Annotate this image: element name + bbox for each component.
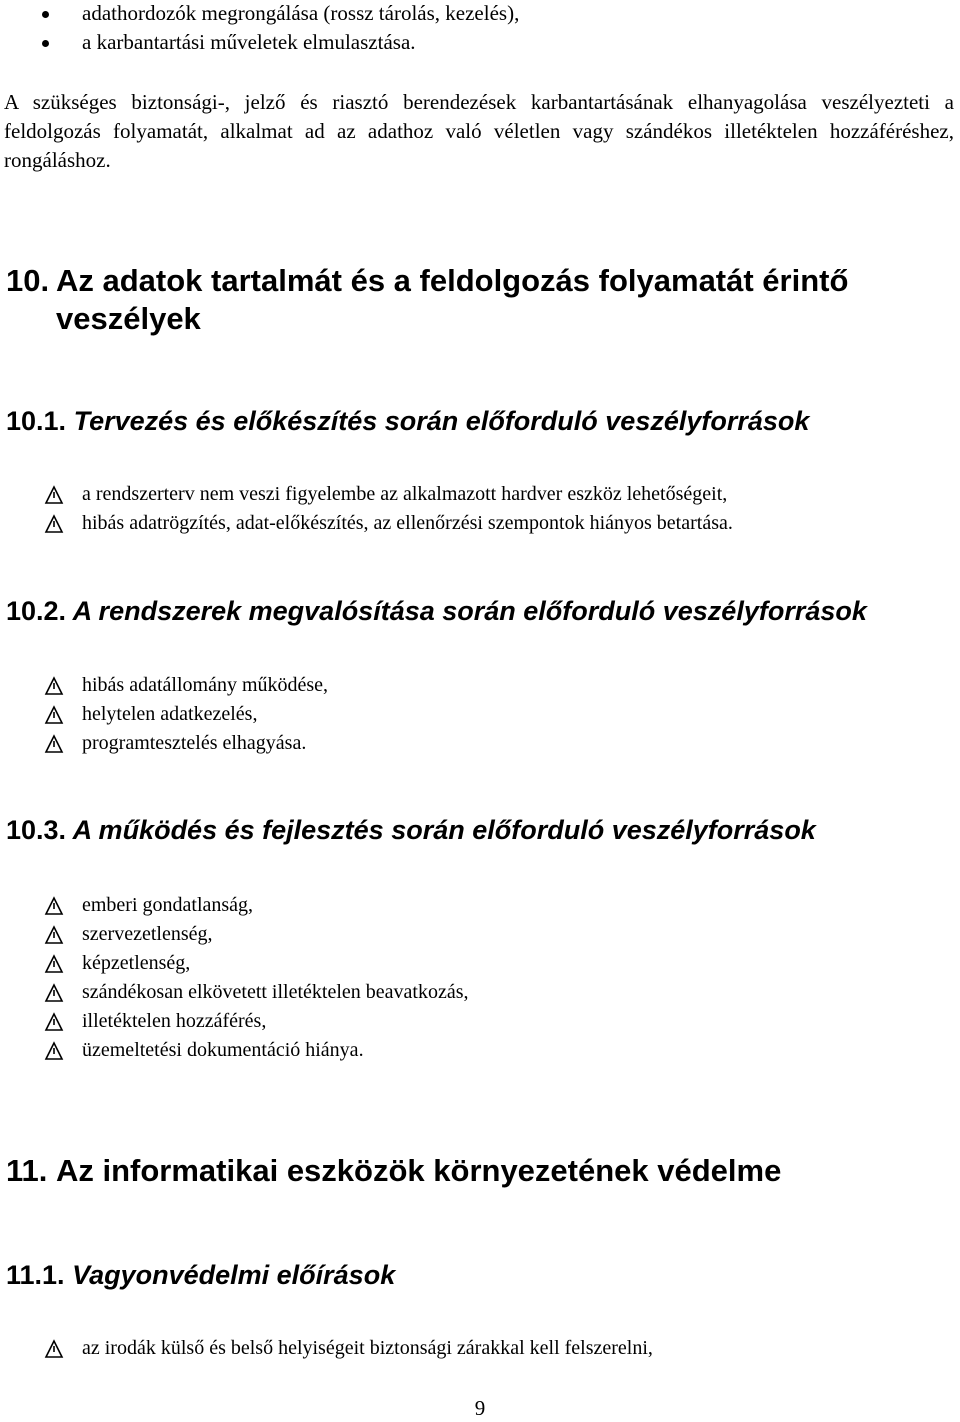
- warning-triangle-icon: [44, 1339, 64, 1359]
- section-10-heading: [6, 262, 848, 338]
- bullet-icon: [42, 11, 49, 18]
- subsection-number: 10.1.: [6, 406, 67, 436]
- section-11-heading: [6, 1152, 781, 1190]
- subsection-10-1-heading: [6, 406, 809, 437]
- intro-paragraph: A szükséges biztonsági-, jelző és riasztó berendezések karbantartásának elhanyagolása veszélyezteti a feldolgozás folyamatát, alkalmat ad az adathoz való véletlen vagy szándékos illetéktelen hozzáféréshez, rongáláshoz.: [4, 90, 954, 172]
- subsection-10-2-heading: [6, 596, 867, 627]
- warning-triangle-icon: [44, 954, 64, 974]
- warning-triangle-icon: [44, 676, 64, 696]
- warning-triangle-icon: [44, 983, 64, 1003]
- subsection-11-1-heading: [6, 1260, 395, 1291]
- section-title-line2: veszélyek: [56, 301, 201, 336]
- warning-triangle-icon: [44, 734, 64, 754]
- bullet-icon: [42, 40, 49, 47]
- subsection-title: A rendszerek megvalósítása során előforduló veszélyforrások: [72, 596, 867, 626]
- subsection-number: 11.1.: [6, 1260, 65, 1290]
- subsection-number: 10.2.: [6, 596, 67, 626]
- subsection-title: Vagyonvédelmi előírások: [72, 1260, 396, 1290]
- warning-triangle-icon: [44, 485, 64, 505]
- section-title: Az informatikai eszközök környezetének védelme: [56, 1153, 782, 1188]
- warning-triangle-icon: [44, 705, 64, 725]
- warning-triangle-icon: [44, 896, 64, 916]
- subsection-title: Tervezés és előkészítés során előforduló veszélyforrások: [73, 406, 810, 436]
- subsection-10-3-heading: [6, 815, 816, 846]
- warning-triangle-icon: [44, 1041, 64, 1061]
- section-title-line1: Az adatok tartalmát és a feldolgozás folyamatát érintő: [56, 263, 849, 298]
- page-number: 9: [474, 1396, 486, 1420]
- warning-triangle-icon: [44, 1012, 64, 1032]
- subsection-number: 10.3.: [6, 815, 67, 845]
- warning-triangle-icon: [44, 514, 64, 534]
- subsection-title: A működés és fejlesztés során előforduló veszélyforrások: [72, 815, 816, 845]
- section-number: 10.: [6, 263, 50, 298]
- section-number: 11.: [6, 1153, 48, 1188]
- warning-triangle-icon: [44, 925, 64, 945]
